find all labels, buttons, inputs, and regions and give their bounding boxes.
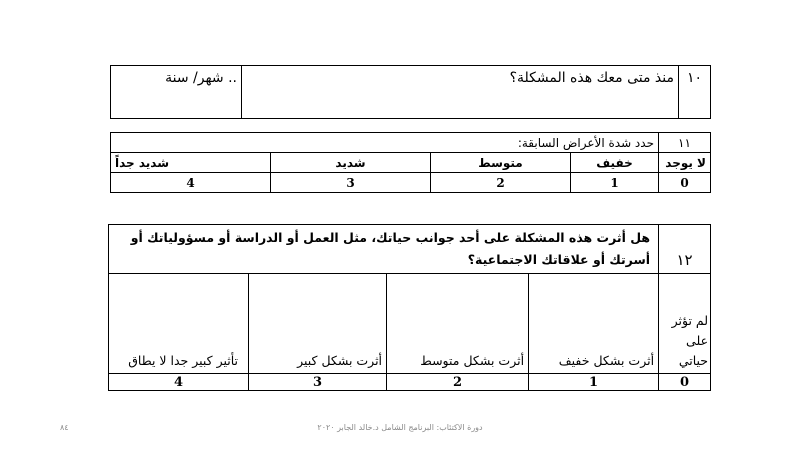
question-11-table bbox=[110, 132, 711, 193]
question-12-table bbox=[108, 224, 711, 391]
question-text: هل أثرت هذه المشكلة على أحد جوانب حياتك، مثل العمل أو الدراسة أو مسؤولياتك أو أسرتك أو علاقاتك الاجتماعية؟ bbox=[109, 225, 659, 274]
option-label: أثرت بشكل خفيف bbox=[529, 274, 659, 374]
option-score: 0 bbox=[659, 374, 711, 391]
option-score: 2 bbox=[431, 173, 571, 193]
option-label: شديد bbox=[271, 153, 431, 173]
footer-text: دورة الاكتئاب: البرنامج الشامل د.خالد الجابر ٢٠٢٠ bbox=[317, 423, 483, 432]
option-label: متوسط bbox=[431, 153, 571, 173]
option-label: لا يوجد bbox=[659, 153, 711, 173]
option-score: 3 bbox=[271, 173, 431, 193]
page-number: ٨٤ bbox=[60, 423, 69, 432]
option-score: 0 bbox=[659, 173, 711, 193]
question-number: ١٠ bbox=[679, 66, 711, 119]
option-label: لم تؤثر على حياتي bbox=[659, 274, 711, 374]
question-number: ١٢ bbox=[659, 225, 711, 274]
option-score: 4 bbox=[111, 173, 271, 193]
option-label: تأثير كبير جدا لا يطاق bbox=[109, 274, 249, 374]
question-10-table bbox=[110, 65, 711, 119]
option-score: 4 bbox=[109, 374, 249, 391]
answer-hint: .. شهر/ سنة bbox=[111, 66, 242, 119]
option-score: 1 bbox=[529, 374, 659, 391]
option-score: 1 bbox=[571, 173, 659, 193]
option-label: أثرت بشكل متوسط bbox=[387, 274, 529, 374]
question-text: حدد شدة الأعراض السابقة: bbox=[111, 133, 659, 153]
option-score: 3 bbox=[249, 374, 387, 391]
question-number: ١١ bbox=[659, 133, 711, 153]
option-label: أثرت بشكل كبير bbox=[249, 274, 387, 374]
question-text: منذ متى معك هذه المشكلة؟ bbox=[242, 66, 679, 119]
option-label: شديد جداً bbox=[111, 153, 271, 173]
option-label: خفيف bbox=[571, 153, 659, 173]
option-score: 2 bbox=[387, 374, 529, 391]
